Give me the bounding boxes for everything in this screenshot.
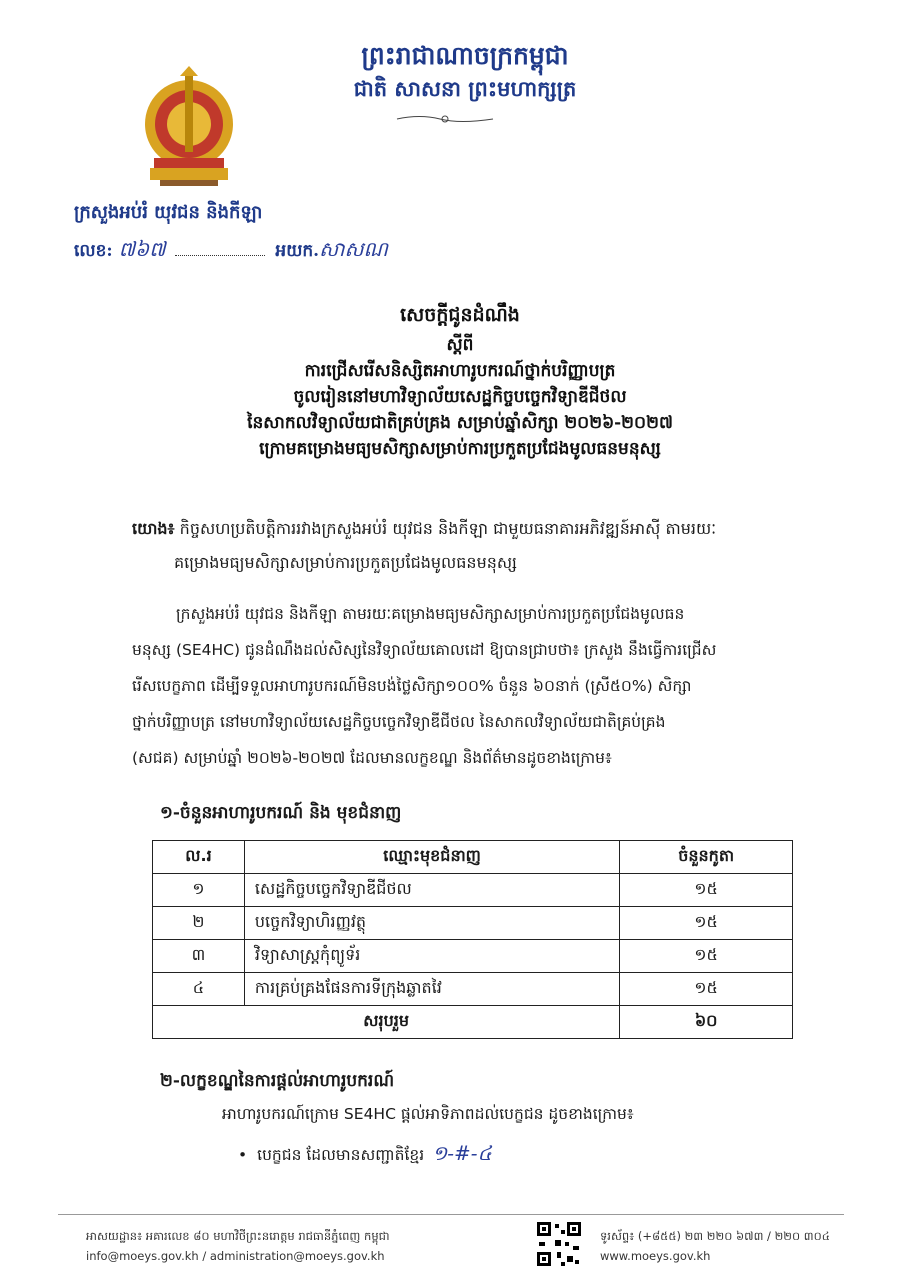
- row-major: ការគ្រប់គ្រងផែនការទីក្រុងឆ្លាតវៃ: [244, 973, 619, 1006]
- section-2-intro: អាហារូបករណ៍ក្រោម SE4HC ផ្ដល់អាទិភាពដល់បេក្ខជន ដូចខាងក្រោម៖: [222, 1105, 634, 1123]
- table-row: [153, 940, 793, 973]
- row-major: សេដ្ឋកិច្ចបច្ចេកវិទ្យាឌីជីថល: [244, 874, 619, 907]
- table-header-row: [153, 841, 793, 874]
- title-line-2: ចូលរៀននៅមហាវិទ្យាល័យសេដ្ឋកិច្ចបច្ចេកវិទ្យាឌីជីថល: [293, 387, 627, 407]
- title-line-4: ក្រោមគម្រោងមធ្យមសិក្សាសម្រាប់ការប្រកួតប្រជែងមូលធនមនុស្ស: [259, 439, 661, 459]
- row-major: វិទ្យាសាស្ត្រកុំព្យូទ័រ: [244, 940, 619, 973]
- row-major: បច្ចេកវិទ្យាហិរញ្ញវត្ថុ: [244, 907, 619, 940]
- para-line-3: រើសបេក្ខភាព ដើម្បីទទួលអាហារូបករណ៍មិនបង់ថ្លៃសិក្សា១០០% ចំនួន ៦០នាក់ (ស្រី៥០%) សិក្សា: [132, 677, 692, 695]
- section-1-heading: ១-ចំនួនអាហារូបករណ៍ និង មុខជំនាញ: [160, 803, 402, 823]
- ref-number: ៧៦៧: [118, 237, 166, 261]
- body-paragraph: [132, 596, 832, 776]
- footer-phone: ទូរស័ព្ទ៖ (+៨៥៥) ២៣ ២២០ ៦៧៣ / ២២០ ៣០៤: [600, 1229, 830, 1243]
- title-about: ស្ដីពី: [446, 335, 474, 355]
- col-major-header: ឈ្មោះមុខជំនាញ: [244, 841, 619, 874]
- col-no-header: ល.រ: [153, 841, 245, 874]
- total-value: ៦០: [620, 1006, 793, 1039]
- title-heading: សេចក្ដីជូនដំណឹង: [400, 304, 520, 326]
- para-line-4: ថ្នាក់បរិញ្ញាបត្រ នៅមហាវិទ្យាល័យសេដ្ឋកិច្ចបច្ចេកវិទ្យាឌីជីថល នៃសាកលវិទ្យាល័យជាតិគ្រប់គ្រង: [132, 713, 666, 731]
- row-quota: ១៥: [620, 940, 793, 973]
- para-line-2: មនុស្ស (SE4HC) ជូនដំណឹងដល់សិស្សនៃវិទ្យាល័យគោលដៅ ឱ្យបានជ្រាបថា៖ ក្រសួង នឹងធ្វើការជ្រើស: [132, 641, 717, 659]
- bullet-item: [238, 1140, 492, 1170]
- kingdom-header: [300, 38, 630, 104]
- ref-label: លេខ:: [74, 241, 113, 261]
- flourish-ornament-icon: [395, 112, 495, 126]
- bullet-dot-icon: •: [238, 1146, 248, 1164]
- row-quota: ១៥: [620, 907, 793, 940]
- row-quota: ១៥: [620, 874, 793, 907]
- ref-dots: [175, 255, 265, 256]
- row-no: ១: [153, 874, 245, 907]
- table-total-row: [153, 1006, 793, 1039]
- footer-divider: [58, 1214, 844, 1215]
- table-row: [153, 907, 793, 940]
- basis-line-2: គម្រោងមធ្យមសិក្សាសម្រាប់ការប្រកួតប្រជែងមូលធនមនុស្ស: [174, 553, 517, 572]
- footer-contact-right: [600, 1226, 830, 1266]
- quota-table: [152, 840, 793, 1039]
- para-line-5: (សជគ) សម្រាប់ឆ្នាំ ២០២៦-២០២៧ ដែលមានលក្ខខណ្ឌ និងព័ត៌មានដូចខាងក្រោម៖: [132, 749, 612, 767]
- qr-code-icon: [535, 1220, 583, 1268]
- basis-line-1: កិច្ចសហប្រតិបត្តិការរវាងក្រសួងអប់រំ យុវជន និងកីឡា ជាមួយធនាគារអភិវឌ្ឍន៍អាស៊ី តាមរយៈ: [179, 519, 717, 538]
- announcement-title: [90, 298, 830, 462]
- row-no: ២: [153, 907, 245, 940]
- row-no: ៤: [153, 973, 245, 1006]
- row-no: ៣: [153, 940, 245, 973]
- handwritten-note: ១-#-៤: [432, 1141, 492, 1165]
- national-motto: ជាតិ សាសនា ព្រះមហាក្សត្រ: [353, 76, 577, 101]
- total-label: សរុបរួម: [153, 1006, 620, 1039]
- footer-address: អាសយដ្ឋាន៖ អគារលេខ ៨០ មហាវិថីព្រះនរោត្តម រាជធានីភ្នំពេញ កម្ពុជា: [86, 1229, 390, 1243]
- table-row: [153, 973, 793, 1006]
- ref-code: សាសណ: [319, 237, 388, 261]
- reference-line: [74, 236, 388, 266]
- footer-website: www.moeys.gov.kh: [600, 1249, 711, 1263]
- ref-suffix: អយក.: [275, 241, 320, 261]
- footer-contact-left: [86, 1226, 390, 1266]
- title-line-3: នៃសាកលវិទ្យាល័យជាតិគ្រប់គ្រង សម្រាប់ឆ្នាំសិក្សា ២០២៦-២០២៧: [247, 413, 673, 433]
- para-line-1: ក្រសួងអប់រំ យុវជន និងកីឡា តាមរយៈគម្រោងមធ្យមសិក្សាសម្រាប់ការប្រកួតប្រជែងមូលធន: [176, 605, 685, 623]
- title-line-1: ការជ្រើសរើសនិស្សិតអាហារូបករណ៍ថ្នាក់បរិញ្ញាបត្រ: [304, 361, 616, 381]
- kingdom-title: ព្រះរាជាណាចក្រកម្ពុជា: [361, 41, 569, 70]
- basis-label: យោង៖: [132, 519, 175, 538]
- footer-emails: info@moeys.gov.kh / administration@moeys.gov.kh: [86, 1249, 385, 1263]
- ministry-name: ក្រសួងអប់រំ យុវជន និងកីឡា: [74, 202, 263, 223]
- royal-emblem-icon: [140, 66, 238, 188]
- table-row: [153, 874, 793, 907]
- basis-reference: [132, 512, 832, 580]
- col-quota-header: ចំនួនកូតា: [620, 841, 793, 874]
- section-2-heading: ២-លក្ខខណ្ឌនៃការផ្ដល់អាហារូបករណ៍: [160, 1071, 395, 1091]
- bullet-text: បេក្ខជន ដែលមានសញ្ជាតិខ្មែរ: [257, 1146, 425, 1164]
- row-quota: ១៥: [620, 973, 793, 1006]
